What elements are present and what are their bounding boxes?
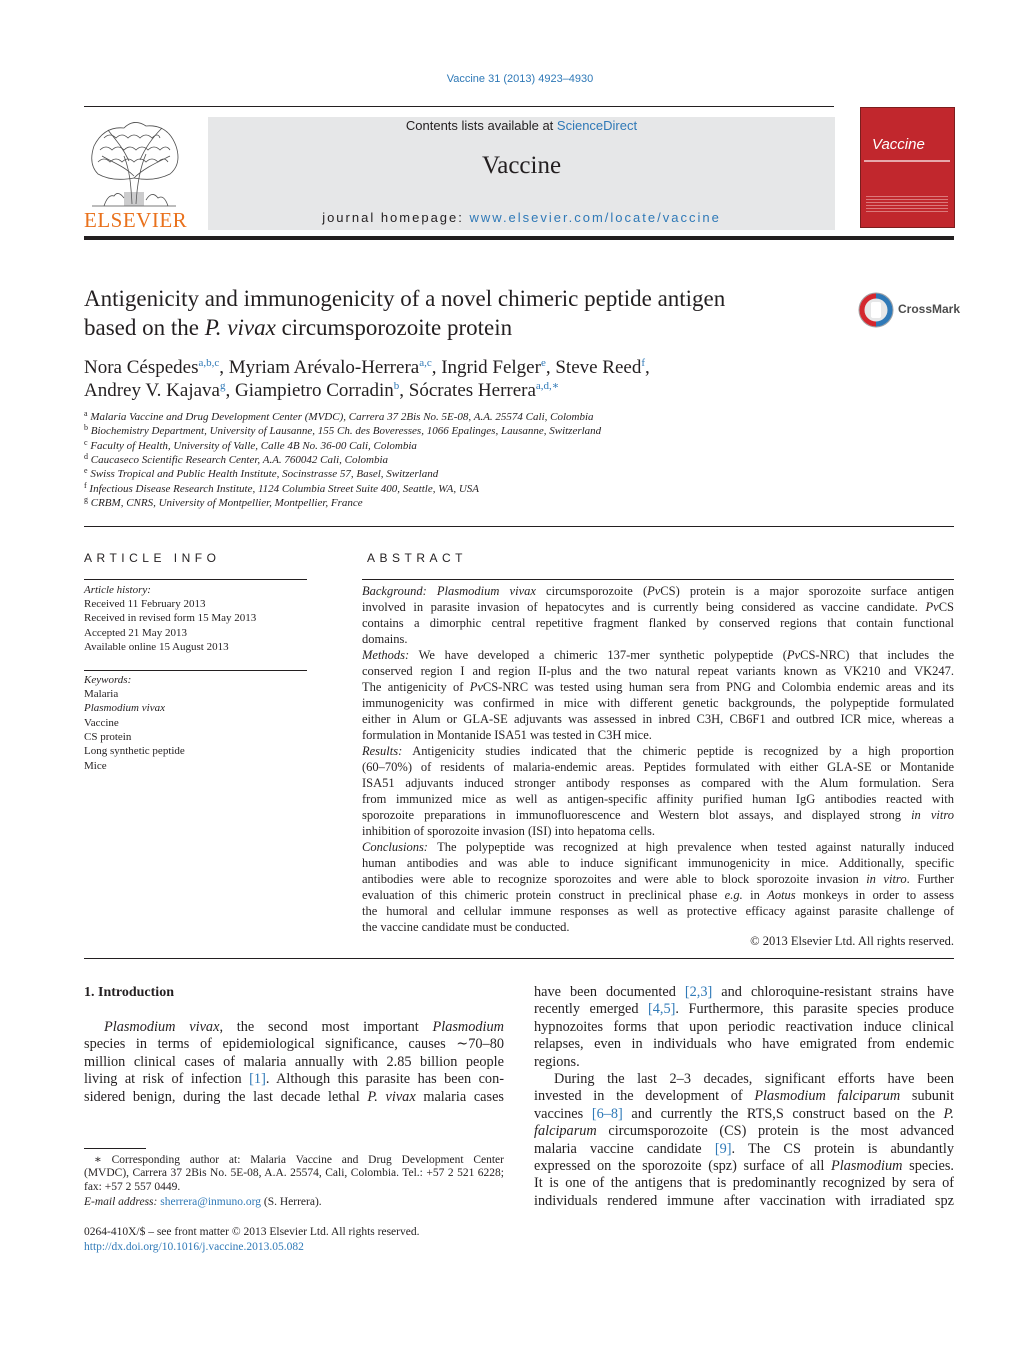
author-separator: , — [225, 380, 235, 401]
affiliation-text: Malaria Vaccine and Drug Development Center (MVDC), Carrera 37 2Bis No. 5E-08, A.A. 25574 Cali, Colombia — [87, 411, 594, 423]
journal-title: Vaccine — [481, 152, 562, 179]
header-top-rule — [84, 106, 834, 107]
header-thick-rule — [84, 236, 954, 240]
front-matter-line: 0264-410X/$ – see front matter © 2013 Elsevier Ltd. All rights reserved. — [84, 1226, 420, 1238]
body-line: regions. — [534, 1053, 580, 1070]
body-line: It is one of the antigens that is predominantly recognized by sera of — [534, 1175, 954, 1192]
crossmark-icon[interactable] — [858, 292, 894, 328]
journal-homepage-line — [208, 210, 835, 225]
abstract-line: formulation in Montanide ISA51 was tested in C3H mice. — [362, 728, 652, 742]
author-name: Steve Reed — [555, 357, 642, 378]
homepage-prefix: journal homepage: — [322, 210, 470, 225]
abstract-line: the humoral and cellular immune responses as well as protective efficacy against parasite challenge of — [362, 904, 954, 918]
cover-band — [864, 160, 950, 162]
history-item: Available online 15 August 2013 — [84, 640, 229, 653]
footnote-line: (MVDC), Carrera 37 2Bis No. 5E-08, A.A. 25574, Cali, Colombia. Tel.: +57 2 521 6228; — [84, 1166, 504, 1179]
affiliation-key: c — [84, 437, 88, 447]
affiliation-item — [84, 437, 944, 452]
body-line: have been documented [2,3] and chloroquine-resistant strains have — [534, 984, 954, 1000]
article-title-line-2 — [84, 315, 844, 341]
keyword-item: Vaccine — [84, 716, 119, 729]
body-line: During the last 2–3 decades, significant efforts have been — [554, 1071, 954, 1087]
affiliation-text: CRBM, CNRS, University of Montpellier, Montpellier, France — [88, 496, 363, 509]
abstract-line: Conclusions: The polypeptide was recognized at high prevalence when tested against naturally induced — [362, 840, 954, 854]
body-line: malaria vaccine candidate [9]. The CS protein is abundantly — [534, 1140, 954, 1157]
footnote-line: ∗ Corresponding author at: Malaria Vaccine and Drug Development Center — [94, 1154, 504, 1166]
body-line: falciparum circumsporozoite (CS) protein is the most advanced — [534, 1123, 954, 1140]
history-item: Accepted 21 May 2013 — [84, 626, 187, 639]
affiliation-text: Faculty of Health, University of Valle, Calle 4B No. 36-00 Cali, Colombia — [87, 439, 417, 452]
abstract-line: The antigenicity of PvCS-NRC was tested using human sera from PNG and Colombia endemic areas and its — [362, 680, 954, 694]
footnote-line: fax: +57 2 557 0449. — [84, 1181, 181, 1193]
author-name: Sócrates Herrera — [408, 380, 536, 401]
keyword-item: Mice — [84, 759, 107, 772]
affiliation-text: Swiss Tropical and Public Health Institute, Socinstrasse 57, Basel, Switzerland — [87, 468, 439, 481]
body-line: expressed on the sporozoite (spz) surface of all Plasmodium species. — [534, 1158, 954, 1174]
email-label: E-mail address: — [84, 1196, 161, 1208]
footnote-rule — [84, 1148, 146, 1149]
authors-line-1 — [84, 357, 944, 379]
cover-fine-print — [866, 196, 948, 214]
abstract-bottom-rule — [84, 958, 954, 959]
body-line: relapses, even in individuals who have emigrated from endemic — [534, 1036, 954, 1053]
body-line: vaccines [6–8] and currently the RTS,S construct based on the P. — [534, 1105, 954, 1122]
copyright-line: © 2013 Elsevier Ltd. All rights reserved. — [750, 934, 954, 948]
email-link[interactable]: sherrera@inmuno.org — [160, 1196, 261, 1208]
article-info-rule — [84, 579, 307, 580]
affiliation-key: e — [84, 466, 88, 476]
affiliation-text: Caucaseco Scientific Research Center, A.A. 760042 Cali, Colombia — [88, 453, 389, 466]
abstract-line: contains a dimorphic central repetitive fragment flanked by conserved regions that contain functional — [362, 616, 954, 630]
author-affiliation-marker[interactable]: e — [540, 357, 546, 369]
affiliation-key: g — [84, 494, 88, 504]
keyword-item: Long synthetic peptide — [84, 745, 185, 758]
affiliation-item — [84, 480, 944, 495]
email-suffix: (S. Herrera). — [261, 1196, 322, 1208]
homepage-link[interactable]: www.elsevier.com/locate/vaccine — [469, 210, 721, 225]
body-line: Plasmodium vivax, the second most important Plasmodium — [104, 1019, 504, 1035]
contents-prefix: Contents lists available at — [405, 118, 557, 133]
abstract-line: Background: Plasmodium vivax circumsporozoite (PvCS) protein is a major sporozoite surface antigen — [362, 584, 954, 598]
affiliation-key: a — [84, 409, 88, 418]
abstract-line: involved in parasite invasion of hepatocytes and is currently being considered as vaccine candidate. PvCS — [362, 600, 954, 614]
title-part: circumsporozoite protein — [275, 315, 513, 340]
affiliation-item — [84, 411, 944, 423]
article-history-label: Article history: — [84, 584, 151, 596]
affiliation-text: Infectious Disease Research Institute, 1124 Columbia Street Suite 400, Seattle, WA, USA — [86, 482, 479, 495]
body-line: million clinical cases of malaria annually with 2.85 billion people — [84, 1053, 504, 1070]
elsevier-wordmark: ELSEVIER — [84, 208, 188, 232]
author-affiliation-marker[interactable]: a,b,c — [198, 357, 220, 369]
article-title-line-1: Antigenicity and immunogenicity of a novel chimeric peptide antigen — [84, 286, 726, 311]
affiliation-item — [84, 451, 944, 466]
affiliation-item — [84, 494, 944, 509]
abstract-line: either in Alum or GLA-SE adjuvants was assessed in inbred C3H, CB6F1 and outbred ICR mice, whereas a — [362, 712, 954, 726]
author-separator: , — [219, 357, 229, 378]
body-line: invested in the development of Plasmodium falciparum subunit — [534, 1088, 955, 1105]
author-name: Nora Céspedes — [84, 357, 199, 378]
sciencedirect-link[interactable]: ScienceDirect — [556, 118, 638, 133]
affiliation-item — [84, 468, 944, 480]
section-heading-introduction: 1. Introduction — [84, 985, 174, 1000]
author-affiliation-marker[interactable]: a,c — [419, 357, 432, 369]
affiliation-item — [84, 425, 944, 437]
affiliation-key: d — [84, 451, 88, 461]
body-line: living at risk of infection [1]. Although this parasite has been con- — [84, 1071, 504, 1088]
crossmark-label[interactable]: CrossMark — [898, 302, 961, 316]
abstract-top-rule — [362, 579, 954, 580]
author-affiliation-marker[interactable]: f — [641, 357, 646, 369]
author-affiliation-marker[interactable]: b — [393, 380, 400, 392]
author-name: Giampietro Corradin — [234, 380, 394, 401]
authors-line-2 — [84, 380, 944, 402]
abstract-line: Methods: We have developed a chimeric 137-mer synthetic polypeptide (PvCS-NRC) that includes the — [362, 648, 954, 662]
abstract-line: from immunized mice as well as antigen-specific affinity purified human IgG antibodies reacted with — [362, 792, 954, 806]
abstract-line: evaluation of this chimeric protein construct in preclinical phase e.g. in Aotus monkeys in order to assess — [362, 888, 954, 902]
contents-available-line — [208, 118, 835, 133]
keyword-item: Malaria — [84, 688, 119, 700]
body-line: species in terms of epidemiological significance, causes ∼70–80 — [84, 1036, 504, 1053]
history-item: Received in revised form 15 May 2013 — [84, 612, 257, 625]
abstract-line: human antibodies and was able to induce significant immunogenicity in mice. Additionally, specific — [362, 856, 954, 870]
author-separator: , — [545, 357, 556, 378]
author-affiliation-marker[interactable]: a,d,∗ — [535, 380, 560, 392]
abstract-line: immunogenicity was confirmed in mice with different genetic backgrounds, the polypeptide formulated — [362, 696, 954, 710]
author-name: Myriam Arévalo-Herrera — [228, 357, 420, 378]
abstract-line: Results: Antigenicity studies indicated that the chimeric peptide is recognized by a high proportion — [362, 744, 954, 758]
keyword-item: Plasmodium vivax — [84, 702, 165, 715]
title-species: P. vivax — [204, 315, 276, 340]
cover-title: Vaccine — [872, 136, 925, 153]
article-info-heading: ARTICLE INFO — [84, 551, 221, 565]
affiliation-key: f — [84, 480, 87, 490]
doi-link[interactable]: http://dx.doi.org/10.1016/j.vaccine.2013.05.082 — [84, 1241, 304, 1253]
abstract-line: sporozoite preparations in immunofluorescence and Western blot assays, and displayed strong in vitro — [362, 808, 954, 822]
author-affiliation-marker[interactable]: g — [219, 380, 226, 392]
keywords-rule — [84, 670, 307, 671]
body-line: sidered benign, during the last decade lethal P. vivax malaria cases — [84, 1088, 504, 1105]
author-separator: , — [431, 357, 442, 378]
author-name: Andrey V. Kajava — [84, 380, 220, 401]
title-part: based on the — [84, 315, 205, 340]
body-line: individuals rendered immune after vaccination with irradiated spz — [534, 1192, 954, 1209]
abstract-heading: ABSTRACT — [367, 551, 468, 565]
author-separator: , — [645, 357, 650, 378]
affiliation-rule — [84, 526, 954, 527]
journal-reference-link[interactable]: Vaccine 31 (2013) 4923–4930 — [446, 73, 594, 85]
affiliation-text: Biochemistry Department, University of Lausanne, 155 Ch. des Boveresses, 1066 Epalinges, Lausanne, Switzerland — [88, 425, 602, 438]
author-separator: , — [399, 380, 409, 401]
abstract-line: domains. — [362, 632, 408, 646]
abstract-line: (60–70%) of residents of malaria-endemic areas. Peptides formulated with either GLA-SE or Montanide — [362, 760, 954, 774]
keywords-label: Keywords: — [84, 674, 132, 686]
abstract-line: the vaccine candidate must be conducted. — [362, 920, 570, 934]
history-item: Received 11 February 2013 — [84, 598, 206, 610]
abstract-line: ISA51 adjuvants induced stronger antibody responses as compared with the Alum formulation. Sera — [362, 776, 954, 790]
body-line: recently emerged [4,5]. Furthermore, this parasite species produce — [534, 1001, 954, 1018]
abstract-line: antibodies were able to recognize sporozoites and were able to block sporozoite invasion in vitro. Further — [362, 872, 954, 886]
abstract-line: inhibition of sporozoite invasion (ISI) into hepatoma cells. — [362, 824, 655, 838]
email-footnote — [84, 1196, 504, 1208]
keyword-item: CS protein — [84, 730, 132, 743]
author-name: Ingrid Felger — [441, 357, 541, 378]
abstract-line: conserved region I and region II-plus and the two natural repeat variants known as VK210 and VK247. — [362, 664, 954, 678]
affiliation-key: b — [84, 423, 88, 433]
body-line: hypnozoites forms that upon periodic reactivation induce clinical — [534, 1018, 954, 1035]
